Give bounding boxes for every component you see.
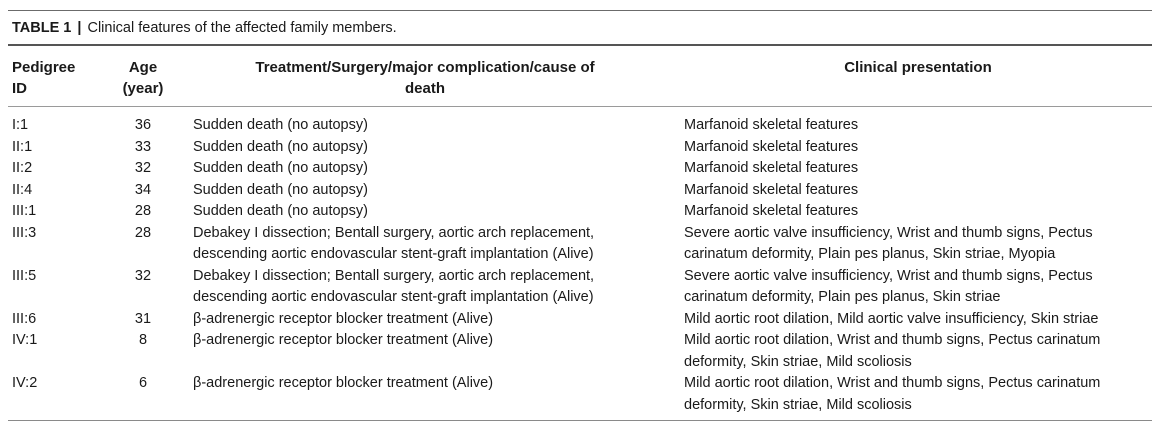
treatment-cell: Sudden death (no autopsy)	[193, 117, 368, 133]
clinical-cell: carinatum deformity, Plain pes planus, Skin striae, Myopia	[684, 246, 1056, 262]
pedigree-id-cell: IV:2	[12, 375, 38, 391]
pedigree-id-cell: I:1	[12, 117, 29, 133]
treatment-cell: descending aortic endovascular stent-graft implantation (Alive)	[193, 289, 594, 305]
pedigree-id-cell: III:3	[12, 224, 37, 241]
pedigree-id-cell: II:4	[12, 181, 33, 198]
age-cell: 34	[134, 181, 152, 198]
pedigree-id-cell: III:6	[12, 310, 37, 327]
clinical-cell: carinatum deformity, Plain pes planus, Skin striae	[684, 289, 1001, 305]
table-caption	[12, 19, 397, 37]
header-clinical	[684, 57, 1152, 78]
clinical-cell: Marfanoid skeletal features	[684, 203, 859, 219]
treatment-cell: Debakey I dissection; Bentall surgery, aortic arch replacement,	[193, 267, 595, 284]
age-cell: 32	[134, 267, 152, 284]
age-cell: 31	[134, 310, 152, 327]
clinical-cell: Marfanoid skeletal features	[684, 138, 859, 155]
top-rule	[8, 10, 1152, 11]
header-treatment	[215, 57, 635, 99]
caption-separator: |	[77, 20, 82, 36]
pedigree-id-cell: III:1	[12, 203, 37, 219]
pedigree-id-cell: II:2	[12, 160, 33, 176]
pedigree-id-cell: IV:1	[12, 332, 38, 348]
caption-label: TABLE 1	[12, 20, 72, 36]
treatment-cell: β-adrenergic receptor blocker treatment (Alive)	[193, 332, 494, 348]
bottom-rule	[8, 420, 1152, 421]
age-cell: 28	[134, 224, 152, 241]
pedigree-id-cell: II:1	[12, 138, 33, 155]
treatment-cell: Sudden death (no autopsy)	[193, 138, 368, 155]
header-text: Pedigree	[12, 59, 76, 76]
age-cell: 36	[134, 117, 152, 133]
treatment-cell: descending aortic endovascular stent-graft implantation (Alive)	[193, 246, 594, 262]
clinical-cell: deformity, Skin striae, Mild scoliosis	[684, 353, 912, 370]
clinical-cell: Mild aortic root dilation, Mild aortic valve insufficiency, Skin striae	[684, 310, 1099, 327]
clinical-cell: deformity, Skin striae, Mild scoliosis	[684, 396, 912, 413]
header-pedigree-id	[12, 57, 92, 99]
header-text: Clinical presentation	[844, 59, 992, 76]
header-text: Age	[128, 59, 158, 76]
header-text: death	[404, 80, 445, 97]
treatment-cell: β-adrenergic receptor blocker treatment (Alive)	[193, 310, 494, 327]
header-age	[112, 57, 174, 99]
age-cell: 8	[138, 332, 148, 348]
clinical-cell: Severe aortic valve insufficiency, Wrist and thumb signs, Pectus	[684, 224, 1093, 241]
clinical-cell: Marfanoid skeletal features	[684, 117, 859, 133]
header-text: (year)	[122, 80, 164, 97]
clinical-cell: Mild aortic root dilation, Wrist and thumb signs, Pectus carinatum	[684, 332, 1101, 348]
caption-text: Clinical features of the affected family members.	[87, 20, 397, 36]
clinical-cell: Severe aortic valve insufficiency, Wrist and thumb signs, Pectus	[684, 267, 1093, 284]
treatment-cell: Debakey I dissection; Bentall surgery, aortic arch replacement,	[193, 224, 595, 241]
header-text: Treatment/Surgery/major complication/cause of	[255, 59, 595, 76]
header-text: ID	[12, 80, 27, 97]
treatment-cell: Sudden death (no autopsy)	[193, 160, 368, 176]
header-rule	[8, 106, 1152, 107]
clinical-cell: Marfanoid skeletal features	[684, 160, 859, 176]
clinical-cell: Marfanoid skeletal features	[684, 181, 859, 198]
pedigree-id-cell: III:5	[12, 267, 37, 284]
age-cell: 6	[138, 375, 148, 391]
treatment-cell: Sudden death (no autopsy)	[193, 203, 368, 219]
age-cell: 33	[134, 138, 152, 155]
age-cell: 28	[134, 203, 152, 219]
treatment-cell: β-adrenergic receptor blocker treatment (Alive)	[193, 375, 494, 391]
age-cell: 32	[134, 160, 152, 176]
clinical-cell: Mild aortic root dilation, Wrist and thumb signs, Pectus carinatum	[684, 375, 1101, 391]
caption-rule	[8, 44, 1152, 46]
treatment-cell: Sudden death (no autopsy)	[193, 181, 368, 198]
